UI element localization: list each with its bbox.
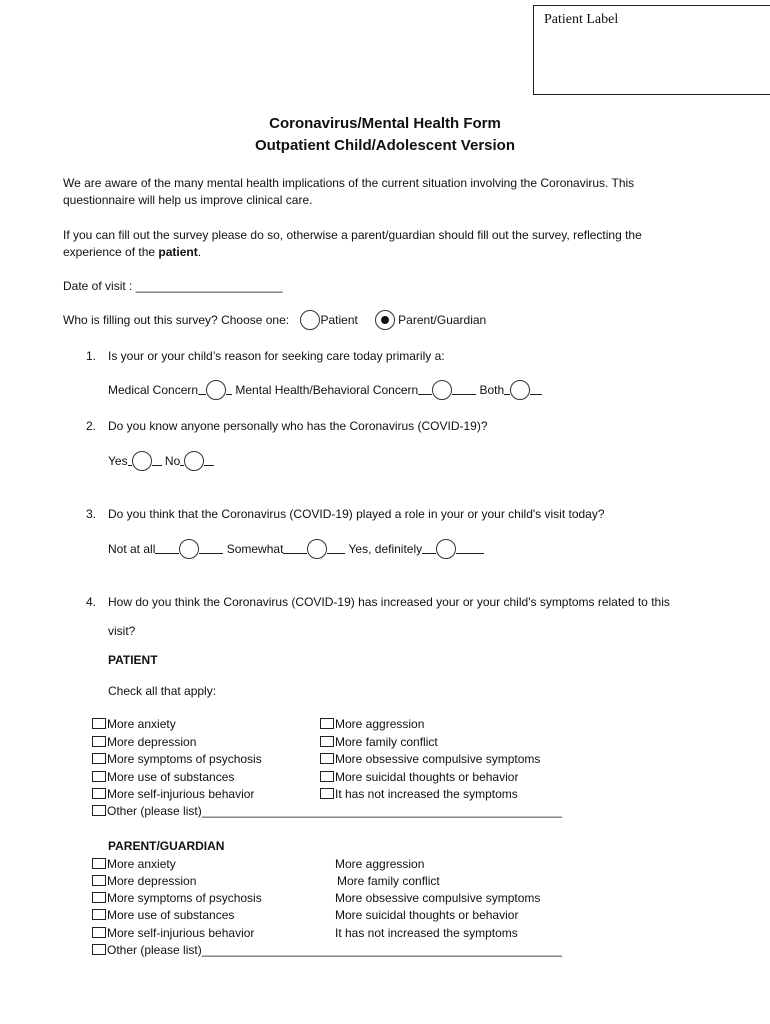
intro-paragraph <box>63 175 713 209</box>
question-4 <box>86 595 670 609</box>
patient-other-field[interactable] <box>92 804 562 818</box>
patient-symptom-checkbox[interactable] <box>92 735 196 749</box>
checkbox-label: More self-injurious behavior <box>107 787 255 801</box>
option-yes-definitely: Yes, definitely <box>348 542 423 556</box>
option-yes: Yes <box>108 454 128 468</box>
parent-symptom-option[interactable]: More family conflict <box>337 874 440 888</box>
checkbox-label: More anxiety <box>107 857 176 871</box>
question-1 <box>86 349 445 363</box>
question-2-options <box>108 451 214 471</box>
question-1-text: Is your or your child’s reason for seeking care today primarily a: <box>108 349 445 363</box>
checkbox-icon[interactable] <box>320 736 334 747</box>
checkbox-icon[interactable] <box>92 718 106 729</box>
option-somewhat: Somewhat <box>226 542 284 556</box>
checkbox-icon[interactable] <box>92 805 106 816</box>
parent-symptom-checkbox[interactable] <box>92 926 254 940</box>
checkbox-icon[interactable] <box>320 753 334 764</box>
patient-symptom-checkbox[interactable] <box>92 770 234 784</box>
patient-symptom-checkbox[interactable] <box>320 735 438 749</box>
parent-guardian-section-heading: PARENT/GUARDIAN <box>108 839 225 853</box>
instruction-paragraph <box>63 227 713 261</box>
patient-radio[interactable] <box>300 310 320 330</box>
checkbox-icon[interactable] <box>92 736 106 747</box>
date-of-visit-field[interactable]: Date of visit : ______________________ <box>63 279 283 293</box>
parent-symptom-option[interactable]: More aggression <box>335 857 425 871</box>
checkbox-icon[interactable] <box>92 788 106 799</box>
parent-symptom-checkbox[interactable] <box>92 908 234 922</box>
question-4-number: 4. <box>86 595 97 609</box>
intro-line-2: questionnaire will help us improve clinical care. <box>63 193 313 207</box>
parent-symptom-checkbox[interactable] <box>92 857 176 871</box>
patient-symptom-checkbox[interactable] <box>320 770 518 784</box>
form-subtitle: Outpatient Child/Adolescent Version <box>254 137 516 154</box>
instruction-bold-word: patient <box>158 245 198 259</box>
mental-health-concern-radio[interactable] <box>432 380 452 400</box>
checkbox-label: It has not increased the symptoms <box>335 787 518 801</box>
instruction-line-1: If you can fill out the survey please do so, otherwise a parent/guardian should fill out the survey, reflecting the <box>63 228 642 242</box>
checkbox-icon[interactable] <box>92 944 106 955</box>
option-not-at-all: Not at all <box>108 542 156 556</box>
question-1-options <box>108 380 542 400</box>
question-2 <box>86 419 488 433</box>
medical-concern-radio[interactable] <box>206 380 226 400</box>
question-2-number: 2. <box>86 419 97 433</box>
other-label: Other (please list)______________________________________________________ <box>107 943 563 957</box>
checkbox-label: More depression <box>107 874 197 888</box>
parent-guardian-option-label: Parent/Guardian <box>398 313 487 327</box>
checkbox-icon[interactable] <box>320 718 334 729</box>
checkbox-label: More self-injurious behavior <box>107 926 255 940</box>
checkbox-label: More aggression <box>335 717 425 731</box>
instruction-prefix: experience of the <box>63 245 159 259</box>
question-3 <box>86 507 605 521</box>
question-3-number: 3. <box>86 507 97 521</box>
question-3-options <box>108 539 484 559</box>
question-4-text-line-2: visit? <box>108 624 136 638</box>
intro-line-1: We are aware of the many mental health implications of the current situation involving the Coronavirus. This <box>63 176 635 190</box>
checkbox-icon[interactable] <box>320 771 334 782</box>
checkbox-label: More obsessive compulsive symptoms <box>335 752 541 766</box>
patient-label-text: Patient Label <box>544 12 619 27</box>
patient-option-label: Patient <box>320 313 358 327</box>
check-all-instruction: Check all that apply: <box>108 684 217 698</box>
form-title: Coronavirus/Mental Health Form <box>269 115 501 132</box>
question-3-text: Do you think that the Coronavirus (COVID-19) played a role in your or your child's visit today? <box>108 507 605 521</box>
checkbox-label: More anxiety <box>107 717 176 731</box>
checkbox-icon[interactable] <box>320 788 334 799</box>
parent-symptom-option[interactable]: More suicidal thoughts or behavior <box>335 908 519 922</box>
option-no: No <box>164 454 181 468</box>
checkbox-icon[interactable] <box>92 875 106 886</box>
question-2-text: Do you know anyone personally who has the Coronavirus (COVID-19)? <box>108 419 488 433</box>
checkbox-label: More family conflict <box>335 735 438 749</box>
question-1-number: 1. <box>86 349 97 363</box>
other-label: Other (please list)______________________________________________________ <box>107 804 563 818</box>
checkbox-label: More symptoms of psychosis <box>107 752 262 766</box>
instruction-suffix: . <box>197 245 202 259</box>
checkbox-icon[interactable] <box>92 753 106 764</box>
who-filling-row <box>63 310 486 330</box>
checkbox-label: More suicidal thoughts or behavior <box>335 770 519 784</box>
patient-label-box <box>533 5 770 95</box>
checkbox-icon[interactable] <box>92 909 106 920</box>
question-4-text: How do you think the Coronavirus (COVID-19) has increased your or your child's symptoms related to this <box>108 595 670 609</box>
no-radio[interactable] <box>184 451 204 471</box>
patient-section-heading: PATIENT <box>108 653 158 667</box>
patient-symptom-checkbox[interactable] <box>92 717 176 731</box>
somewhat-radio[interactable] <box>307 539 327 559</box>
who-question: Who is filling out this survey? Choose one: <box>63 313 290 327</box>
checkbox-label: More use of substances <box>107 908 235 922</box>
patient-symptom-checkbox[interactable] <box>92 752 262 766</box>
parent-guardian-radio[interactable] <box>375 310 395 330</box>
both-radio[interactable] <box>510 380 530 400</box>
checkbox-icon[interactable] <box>92 892 106 903</box>
patient-symptom-checkbox[interactable] <box>320 752 540 766</box>
option-both: Both <box>479 383 505 397</box>
not-at-all-radio[interactable] <box>179 539 199 559</box>
parent-symptom-option[interactable]: More obsessive compulsive symptoms <box>335 891 541 905</box>
parent-symptom-option[interactable]: It has not increased the symptoms <box>335 926 518 940</box>
option-mental-health-concern: Mental Health/Behavioral Concern <box>235 383 419 397</box>
patient-symptom-checkbox[interactable] <box>320 717 424 731</box>
patient-symptom-checkbox[interactable] <box>92 787 254 801</box>
checkbox-label: More use of substances <box>107 770 235 784</box>
parent-other-field[interactable] <box>92 943 562 957</box>
checkbox-label: More symptoms of psychosis <box>107 891 262 905</box>
parent-symptom-checkbox[interactable] <box>92 891 262 905</box>
checkbox-icon[interactable] <box>92 927 106 938</box>
checkbox-label: More depression <box>107 735 197 749</box>
option-medical-concern: Medical Concern <box>108 383 199 397</box>
yes-definitely-radio[interactable] <box>436 539 456 559</box>
patient-symptom-checkbox[interactable] <box>320 787 518 801</box>
yes-radio[interactable] <box>132 451 152 471</box>
checkbox-icon[interactable] <box>92 771 106 782</box>
instruction-line-2 <box>63 244 713 261</box>
parent-symptom-checkbox[interactable] <box>92 874 196 888</box>
checkbox-icon[interactable] <box>92 858 106 869</box>
